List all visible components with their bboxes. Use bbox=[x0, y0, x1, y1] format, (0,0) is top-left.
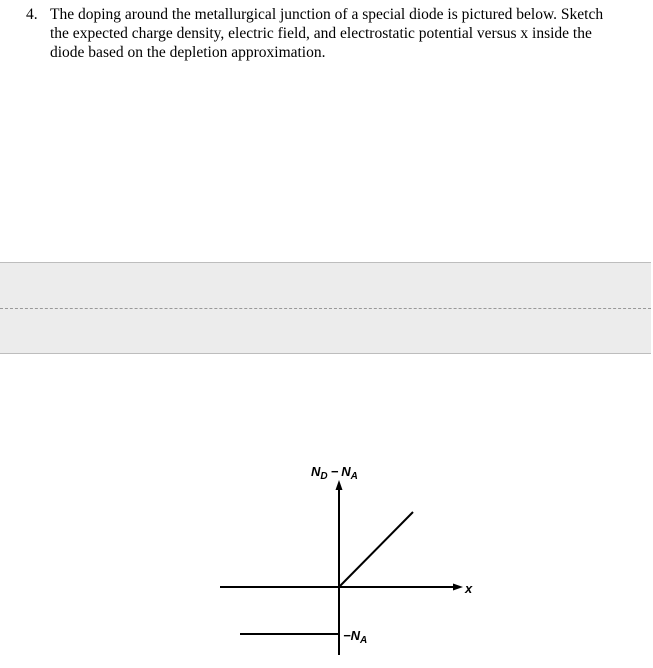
graded-doping-line bbox=[339, 512, 413, 587]
y-axis-label: $N_D - N_A$ bbox=[311, 464, 358, 482]
negative-na-label: $-N_A$ bbox=[343, 628, 368, 646]
question-number: 4. bbox=[26, 6, 38, 23]
question-line-1: The doping around the metallurgical junction of a special diode is pictured below. Sketch bbox=[50, 6, 604, 23]
question-line-3: diode based on the depletion approximation. bbox=[50, 44, 326, 61]
question-line-2: the expected charge density, electric field, and electrostatic potential versus x inside the bbox=[50, 25, 592, 42]
y-axis-arrowhead bbox=[336, 480, 343, 490]
x-axis-label: x bbox=[465, 581, 473, 596]
x-axis-arrowhead bbox=[453, 584, 463, 591]
